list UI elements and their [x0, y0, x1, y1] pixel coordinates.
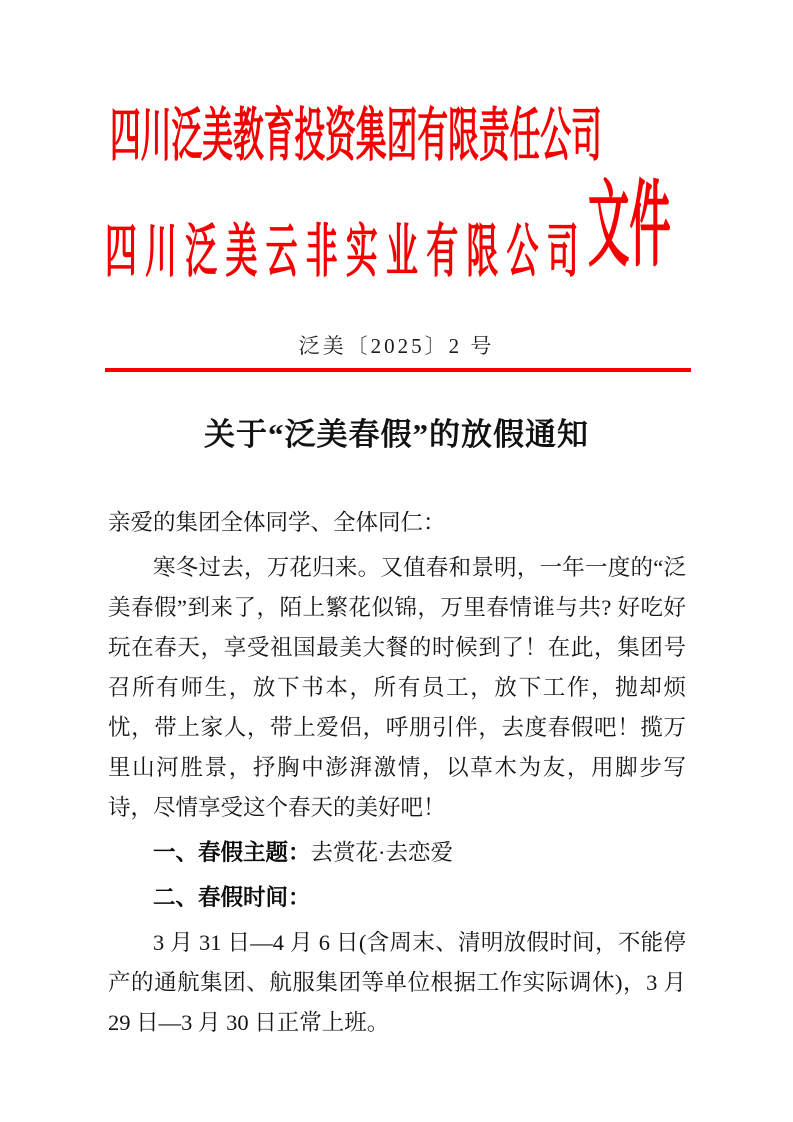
document-title: 关于“泛美春假”的放假通知 — [204, 417, 589, 452]
letterhead-doc-type-label: 文件 — [588, 174, 671, 278]
section-1-value: 去赏花·去恋爱 — [310, 840, 454, 865]
salutation: 亲爱的集团全体同学、全体同仁： — [108, 510, 446, 535]
paragraph-schedule: 3 月 31 日—4 月 6 日(含周末、清明放假时间，不能停产的通航集团、航服集团等单位根据工作实际调休)，3 月 29 日—3 月 30 日正常上班。 — [108, 930, 686, 1035]
section-2-label: 二、春假时间： — [153, 885, 311, 910]
letterhead-org-line1: 四川泛美教育投资集团有限责任公司 — [110, 103, 602, 168]
section-1-label: 一、春假主题： — [153, 840, 311, 865]
paragraph-intro: 寒冬过去，万花归来。又值春和景明，一年一度的“泛美春假”到来了，陌上繁花似锦，万里春情谁与共? 好吃好玩在春天，享受祖国最美大餐的时候到了！在此，集团号召所有师生，放下书本，所有员工，放下工作，抛却烦忧，带上家人，带上爱侣，呼朋引伴，去度春假吧！揽万里山河胜景，抒胸中澎湃激情，以草木为友，用脚步写诗，尽情享受这个春天的美好吧！ — [108, 555, 686, 820]
section-1 — [108, 833, 686, 873]
reference-number: 泛美〔2025〕2 号 — [298, 334, 495, 358]
section-2 — [108, 878, 686, 918]
letterhead-org-line2: 四川泛美云非实业有限公司 — [105, 219, 587, 284]
document-body — [108, 503, 686, 1048]
red-divider-line — [105, 368, 691, 372]
